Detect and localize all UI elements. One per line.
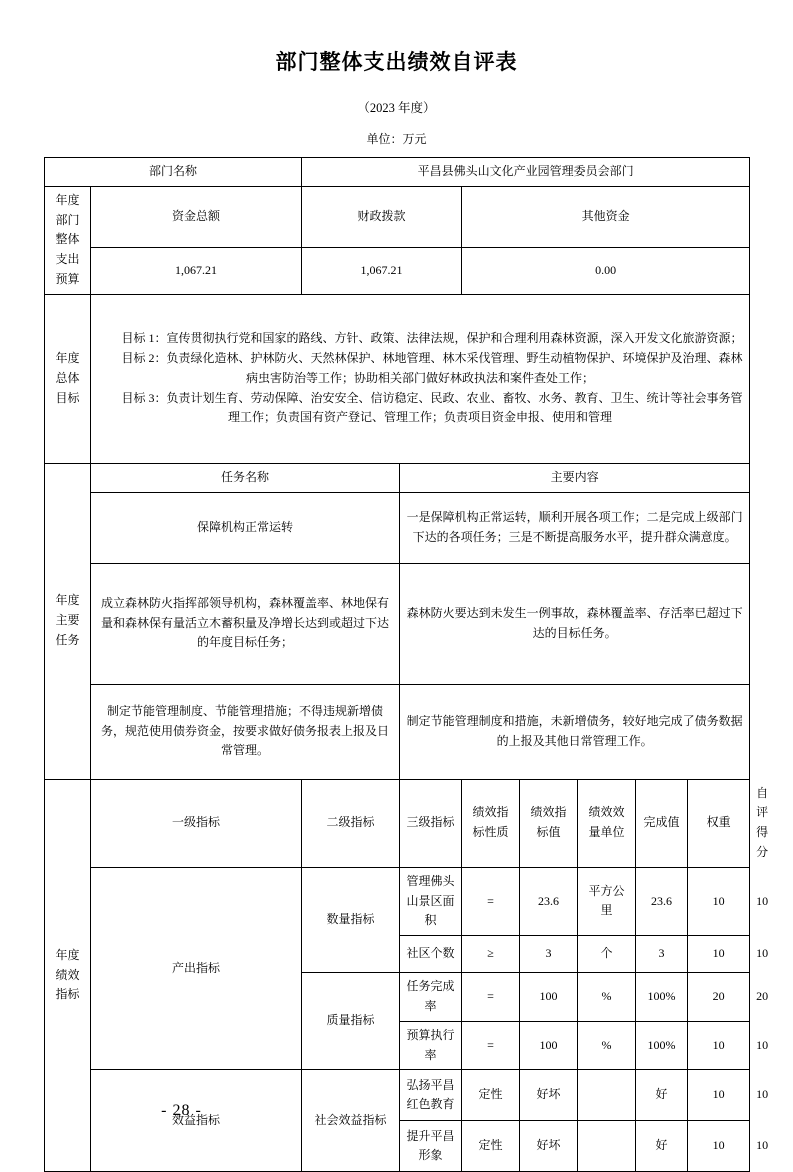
task-content: 森林防火要达到未发生一例事故，森林覆盖率、存活率已超过下达的目标任务。: [400, 563, 750, 684]
budget-total-value: 1,067.21: [91, 247, 302, 294]
currency-unit: 单位：万元: [366, 132, 427, 146]
indicator-nature: =: [462, 973, 520, 1022]
indicator-unit: [578, 1121, 636, 1172]
table-row: [45, 158, 750, 187]
table-row: [45, 186, 750, 247]
goal-paragraph: 目标 2：负责绿化造林、护林防火、天然林保护、林地管理、林木采伐管理、野生动植物保护、环境保护及治理、森林病虫害防治等工作；协助相关部门做好林政执法和案件查处工作；: [121, 351, 743, 385]
indicator-level3: 提升平昌形象: [400, 1121, 462, 1172]
table-row: 质量指标 任务完成率 = 100 % 100% 20 20: [45, 973, 750, 1022]
indicator-weight: 10: [688, 936, 750, 973]
indicator-level2: 数量指标: [302, 867, 400, 972]
budget-total-header: 资金总额: [91, 186, 302, 247]
table-row: 社区个数 ≥ 3 个 3 10 10: [45, 936, 750, 973]
table-row: [45, 294, 750, 463]
indicator-value: 23.6: [520, 867, 578, 935]
indicator-actual: 好: [636, 1070, 688, 1121]
indicator-level2: 质量指标: [302, 973, 400, 1070]
indicator-level3: 管理佛头山景区面积: [400, 867, 462, 935]
indicator-unit: %: [578, 973, 636, 1022]
table-row: 提升平昌形象 定性 好坏 好 10 10: [45, 1121, 750, 1172]
document-page: [0, 46, 793, 1168]
dept-name-value: 平昌县佛头山文化产业园管理委员会部门: [302, 158, 750, 187]
indicator-value: 100: [520, 973, 578, 1022]
table-row: 效益指标 社会效益指标 弘扬平昌红色教育 定性 好坏 好 10 10: [45, 1070, 750, 1121]
task-content-header: 主要内容: [400, 463, 750, 492]
goal-paragraph: 目标 1：宣传贯彻执行党和国家的路线、方针、政策、法律法规，保护和合理利用森林资源，深入开发文化旅游资源；: [121, 331, 743, 346]
indicator-unit: %: [578, 1021, 636, 1070]
header-level1: 一级指标: [91, 779, 302, 867]
task-content: 一是保障机构正常运转，顺利开展各项工作；二是完成上级部门下达的各项任务；三是不断提高服务水平，提升群众满意度。: [400, 492, 750, 563]
indicator-nature: =: [462, 867, 520, 935]
table-row: [45, 563, 750, 684]
task-content: 制定节能管理制度和措施，未新增债务，较好地完成了债务数据的上报及其他日常管理工作。: [400, 684, 750, 779]
table-row: [45, 684, 750, 779]
dept-name-label: 部门名称: [45, 158, 302, 187]
indicator-value: 好坏: [520, 1070, 578, 1121]
table-row: 产出指标 数量指标 管理佛头山景区面积 = 23.6 平方公里 23.6 10 10: [45, 867, 750, 935]
main-tasks-label: 年度主要任务: [45, 463, 91, 779]
indicator-actual: 23.6: [636, 867, 688, 935]
goal-paragraph: 目标 3：负责计划生育、劳动保障、治安安全、信访稳定、民政、农业、畜牧、水务、教育、卫生、统计等社会事务管理工作；负责国有资产登记、管理工作；负责项目资金申报、使用和管理: [121, 390, 743, 425]
header-value: 绩效指标值: [520, 779, 578, 867]
indicator-actual: 3: [636, 936, 688, 973]
indicator-value: 好坏: [520, 1121, 578, 1172]
indicator-unit: 平方公里: [578, 867, 636, 935]
header-weight: 权重: [688, 779, 750, 867]
budget-other-value: 0.00: [462, 247, 750, 294]
indicator-actual: 100%: [636, 973, 688, 1022]
budget-row-label: 年度部门整体支出预算: [45, 186, 91, 294]
indicator-weight: 20: [688, 973, 750, 1022]
indicator-value: 100: [520, 1021, 578, 1070]
table-row: [45, 463, 750, 492]
task-name: 保障机构正常运转: [91, 492, 400, 563]
budget-fiscal-value: 1,067.21: [302, 247, 462, 294]
page-number: [0, 1102, 793, 1120]
header-nature: 绩效指标性质: [462, 779, 520, 867]
indicator-actual: 100%: [636, 1021, 688, 1070]
table-row: 预算执行率 = 100 % 100% 10 10: [45, 1021, 750, 1070]
indicator-level3: 社区个数: [400, 936, 462, 973]
overall-goal-content: [91, 294, 750, 463]
indicator-weight: 10: [688, 1121, 750, 1172]
indicator-weight: 10: [688, 867, 750, 935]
indicators-label: 年度绩效指标: [45, 779, 91, 1172]
header-level3: 三级指标: [400, 779, 462, 867]
indicator-weight: 10: [688, 1021, 750, 1070]
header-unit: 绩效效量单位: [578, 779, 636, 867]
indicator-value: 3: [520, 936, 578, 973]
indicator-nature: 定性: [462, 1121, 520, 1172]
indicator-actual: 好: [636, 1121, 688, 1172]
overall-goal-label: 年度总体目标: [45, 294, 91, 463]
indicator-nature: ≥: [462, 936, 520, 973]
indicator-nature: 定性: [462, 1070, 520, 1121]
budget-fiscal-header: 财政拨款: [302, 186, 462, 247]
table-row: [45, 492, 750, 563]
indicator-nature: =: [462, 1021, 520, 1070]
header-actual: 完成值: [636, 779, 688, 867]
table-row: [45, 247, 750, 294]
budget-other-header: 其他资金: [462, 186, 750, 247]
indicator-level1: 效益指标: [91, 1070, 302, 1172]
page-title: 部门整体支出绩效自评表: [275, 50, 518, 74]
indicator-weight: 10: [688, 1070, 750, 1121]
indicator-level1: 产出指标: [91, 867, 302, 1070]
task-name: 制定节能管理制度、节能管理措施；不得违规新增债务，规范使用债券资金，按要求做好债务报表上报及日常管理。: [91, 684, 400, 779]
report-year: （2023 年度）: [357, 101, 436, 115]
indicator-unit: 个: [578, 936, 636, 973]
table-row: 年度绩效指标 一级指标 二级指标 三级指标 绩效指标性质 绩效指标值 绩效效量单位 完成值 权重 自评得分: [45, 779, 750, 867]
header-level2: 二级指标: [302, 779, 400, 867]
indicator-level3: 预算执行率: [400, 1021, 462, 1070]
task-name: 成立森林防火指挥部领导机构，森林覆盖率、林地保有量和森林保有量活立木蓄积量及净增长达到或超过下达的年度目标任务；: [91, 563, 400, 684]
task-name-header: 任务名称: [91, 463, 400, 492]
performance-table: [44, 157, 769, 1172]
indicator-level3: 弘扬平昌红色教育: [400, 1070, 462, 1121]
indicator-level3: 任务完成率: [400, 973, 462, 1022]
page-number-text: - 28 -: [161, 1102, 202, 1119]
indicator-level2: 社会效益指标: [302, 1070, 400, 1172]
